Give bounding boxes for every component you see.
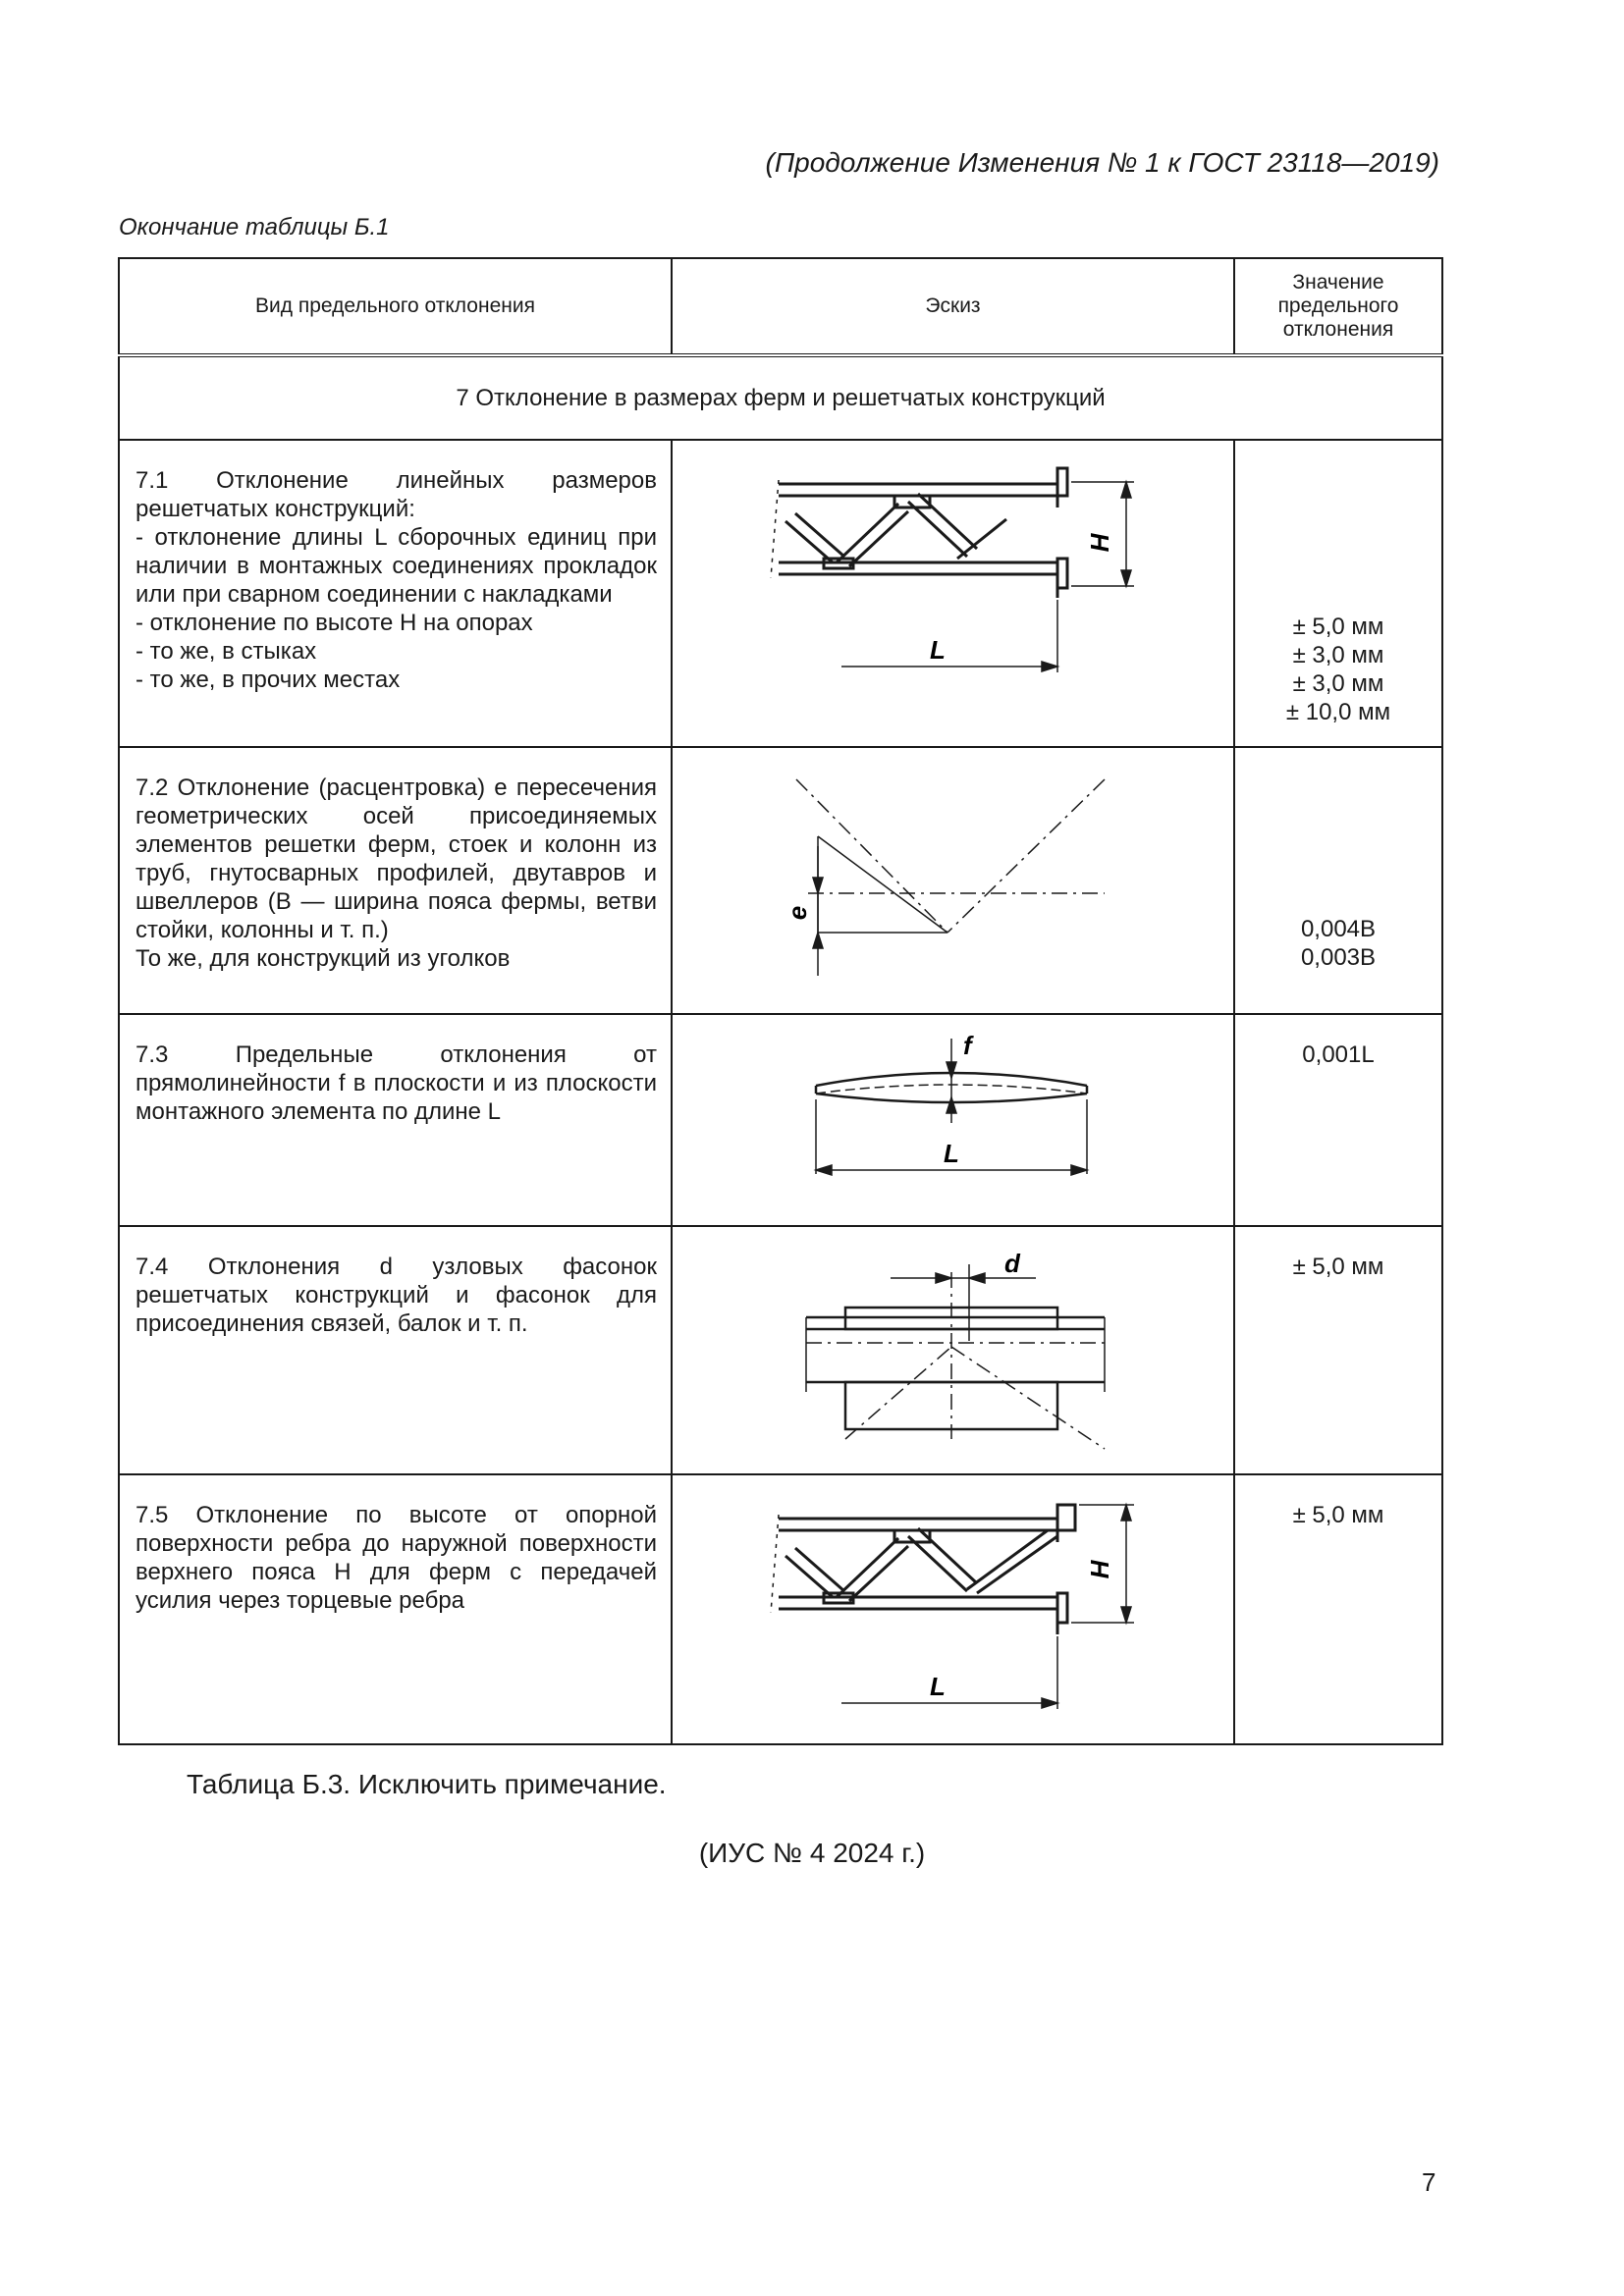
sketch-label-l: L (944, 1139, 959, 1168)
straightness-sketch (673, 1015, 1235, 1225)
row-values (1234, 440, 1442, 747)
row-description (119, 1474, 672, 1744)
desc-line: 7.5 Отклонение по высоте от опорной поверхности ребра до наружной поверхности верхнего пояса H для ферм с передачей усилия через торцевые ребра (135, 1502, 657, 1614)
column-header-value-line1: Значение (1292, 271, 1384, 294)
value-line: ± 3,0 мм (1292, 670, 1384, 697)
value-line: ± 5,0 мм (1292, 614, 1384, 640)
desc-line: - то же, в прочих местах (135, 667, 401, 693)
deviation-table (118, 257, 1443, 1745)
gusset-sketch (673, 1227, 1235, 1472)
desc-line: - отклонение длины L сборочных единиц при наличии в монтажных соединениях прокладок или при сварном соединении с накладками (135, 524, 657, 608)
table-row (119, 1226, 1442, 1474)
ius-reference: (ИУС № 4 2024 г.) (698, 1838, 926, 1868)
row-values (1234, 1014, 1442, 1226)
desc-line: 7.1 Отклонение линейных размеров решетчатых конструкций: (135, 467, 657, 522)
table-header-row (119, 258, 1442, 355)
section-row (119, 355, 1442, 440)
sketch-label-l: L (930, 1672, 946, 1701)
sketch-label-l: L (930, 635, 946, 665)
row-description (119, 1014, 672, 1226)
desc-line: - отклонение по высоте H на опорах (135, 610, 533, 636)
desc-line: - то же, в стыках (135, 638, 317, 665)
table-row (119, 1474, 1442, 1744)
table-row (119, 440, 1442, 747)
eccentricity-sketch (673, 748, 1235, 1013)
sketch-straightness (672, 1014, 1234, 1226)
sketch-end-rib-truss (672, 1474, 1234, 1744)
sketch-label-h: H (1085, 1560, 1114, 1579)
table-row (119, 1014, 1442, 1226)
table-caption: Окончание таблицы Б.1 (119, 214, 390, 240)
sketch-label-e: e (783, 905, 812, 921)
value-line: 0,001L (1302, 1041, 1375, 1068)
sketch-label-d: d (1004, 1249, 1020, 1278)
value-line: 0,004B (1300, 916, 1377, 942)
desc-line: 7.3 Предельные отклонения от прямолинейности f в плоскости и из плоскости монтажного элемента по длине L (135, 1041, 657, 1125)
row-values (1234, 1226, 1442, 1474)
value-line: ± 3,0 мм (1292, 642, 1384, 668)
footer-note: Таблица Б.3. Исключить примечание. (187, 1769, 667, 1799)
value-line: ± 10,0 мм (1285, 699, 1391, 725)
row-values (1234, 1474, 1442, 1744)
desc-line: 7.2 Отклонение (расцентровка) e пересечения геометрических осей присоединяемых элементов решетки ферм, стоек и колонн из труб, гнутосварных профилей, двутавров и швеллеров (B — ширина пояса фермы, ветви стойки, колонны и т. п.) (135, 774, 657, 943)
value-line: 0,003B (1300, 944, 1377, 971)
row-description (119, 747, 672, 1014)
table-row (119, 747, 1442, 1014)
sketch-label-f: f (963, 1031, 972, 1060)
row-values (1234, 747, 1442, 1014)
column-header-sketch: Эскиз (672, 258, 1234, 355)
sketch-label-h: H (1085, 533, 1114, 553)
column-header-value (1234, 258, 1442, 355)
column-header-value-line3: отклонения (1282, 318, 1394, 341)
end-rib-truss-sketch (673, 1475, 1235, 1742)
desc-line: То же, для конструкций из уголков (135, 945, 511, 972)
truss-sketch (673, 441, 1235, 745)
column-header-value-line2: предельного (1277, 294, 1399, 317)
sketch-eccentricity (672, 747, 1234, 1014)
value-line: ± 5,0 мм (1292, 1254, 1384, 1280)
desc-line: 7.4 Отклонения d узловых фасонок решетчатых конструкций и фасонок для присоединения связей, балок и т. п. (135, 1254, 657, 1337)
section-title: 7 Отклонение в размерах ферм и решетчатых конструкций (119, 355, 1442, 440)
row-description (119, 440, 672, 747)
row-description (119, 1226, 672, 1474)
sketch-gusset (672, 1226, 1234, 1474)
page-number: 7 (1422, 2167, 1436, 2197)
value-line: ± 5,0 мм (1292, 1502, 1384, 1528)
sketch-truss-dimensions (672, 440, 1234, 747)
document-header: (Продолжение Изменения № 1 к ГОСТ 23118—2019) (765, 147, 1439, 178)
column-header-kind: Вид предельного отклонения (119, 258, 672, 355)
